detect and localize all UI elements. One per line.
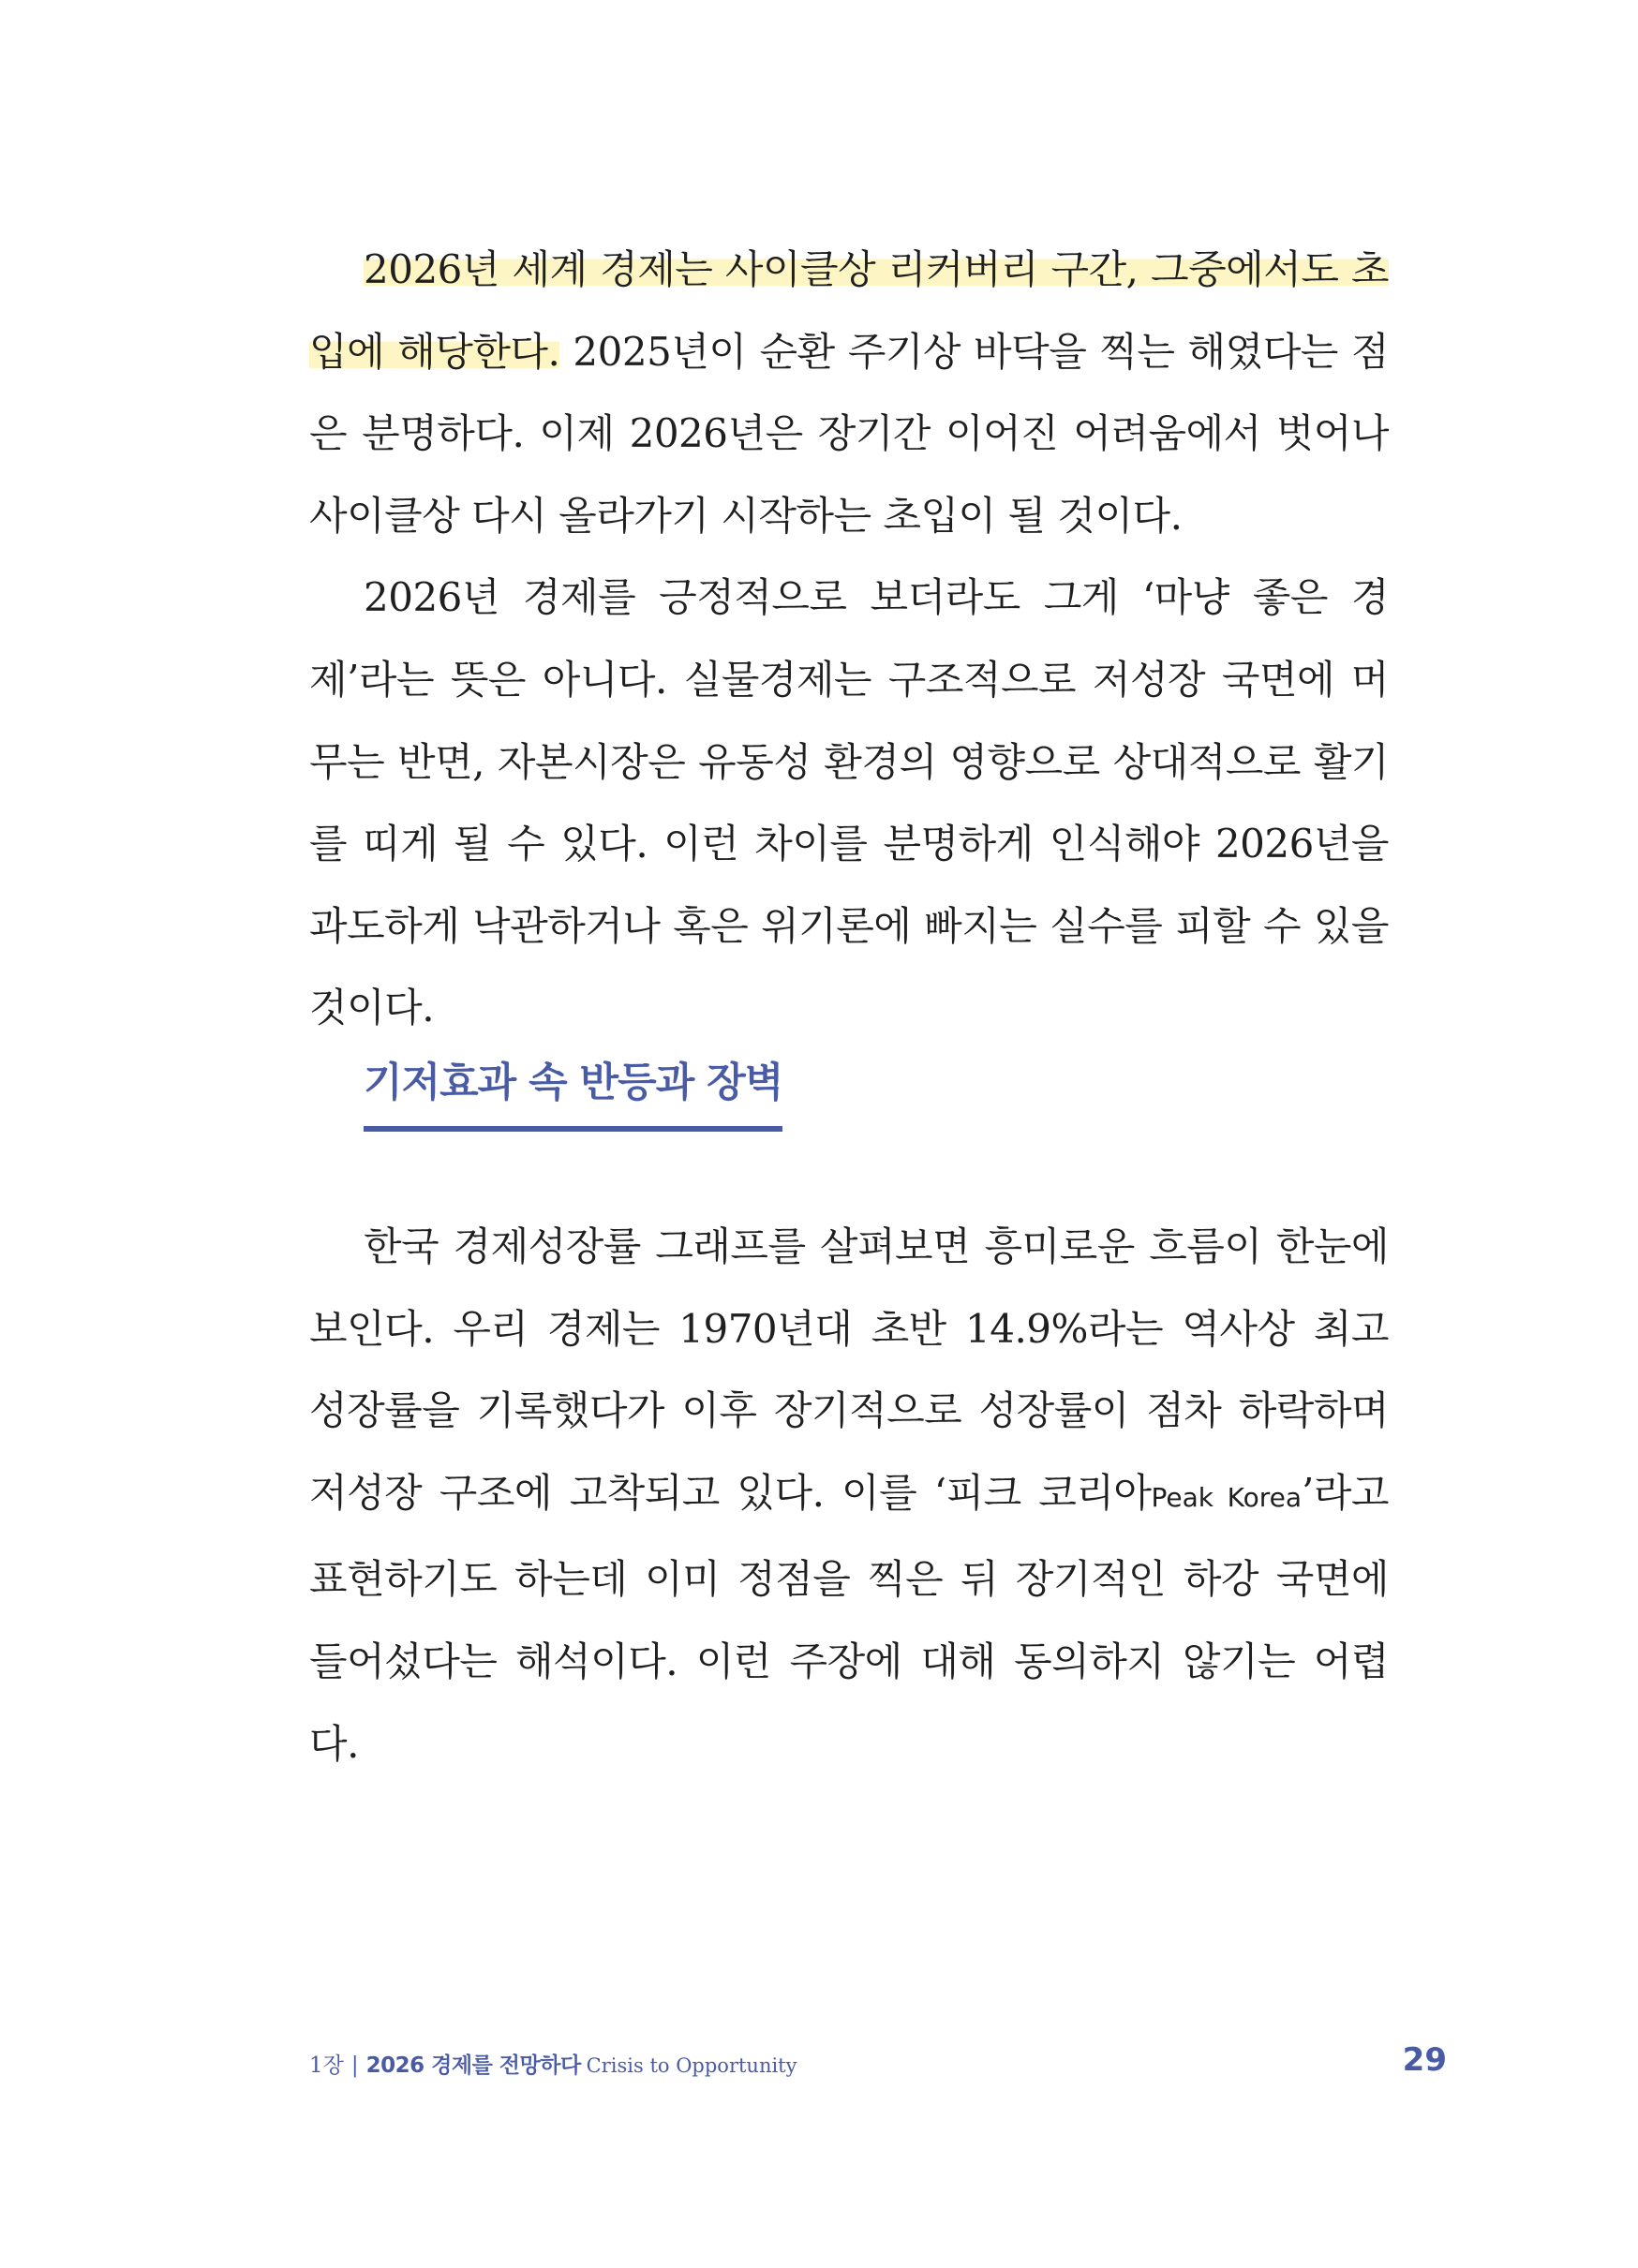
book-subtitle: Crisis to Opportunity: [586, 2054, 797, 2077]
section-paragraph-1-start: 한국 경제성장률 그래프를 살펴보면 흥미로운 흐름이 한눈에 보인다. 우리 경제는 1970년대 초반 14.9%라는 역사상 최고 성장률을 기록했다가 이후 장기적으로 성장률이 점차 하락하며 저성장 구조에 고착되고 있다. 이를 ‘피크 코리아: [309, 1223, 1389, 1516]
chapter-label: 1장: [309, 2053, 344, 2078]
running-footer: [309, 2048, 797, 2079]
intro-paragraph-1-rest: 2025년이 순환 주기상 바닥을 찍는 해였다는 점은 분명하다. 이제 2026년은 장기간 이어진 어려움에서 벗어나 사이클상 다시 올라가기 시작하는 초입이 될 것이다.: [309, 328, 1389, 539]
section-paragraph-1: [309, 1206, 1389, 1785]
intro-text: [309, 229, 1389, 1049]
section-heading: 기저효과 속 반등과 장벽: [364, 1049, 782, 1132]
highlighted-sentence: 2026년 세계 경제는 사이클상 리커버리 구간, 그중에서도 초입에 해당한다.: [309, 246, 1389, 375]
section-paragraph-1-end: ’라고 표현하기도 하는데 이미 정점을 찍은 뒤 장기적인 하강 국면에 들어섰다는 해석이다. 이런 주장에 대해 동의하지 않기는 어렵다.: [309, 1469, 1389, 1767]
page-number: 29: [1402, 2041, 1447, 2079]
section-text: [309, 1206, 1389, 1785]
intro-paragraph-2: 2026년 경제를 긍정적으로 보더라도 그게 ‘마냥 좋은 경제’라는 뜻은 아니다. 실물경제는 구조적으로 저성장 국면에 머무는 반면, 자본시장은 유동성 환경의 영향으로 상대적으로 활기를 띠게 될 수 있다. 이런 차이를 분명하게 인식해야 2026년을 과도하게 낙관하거나 혹은 위기론에 빠지는 실수를 피할 수 있을 것이다.: [309, 574, 1389, 1031]
intro-paragraph-1: [309, 229, 1389, 556]
footer-separator: |: [350, 2053, 359, 2078]
peak-korea-gloss: Peak Korea: [1151, 1481, 1302, 1513]
book-title: 2026 경제를 전망하다: [365, 2053, 581, 2078]
